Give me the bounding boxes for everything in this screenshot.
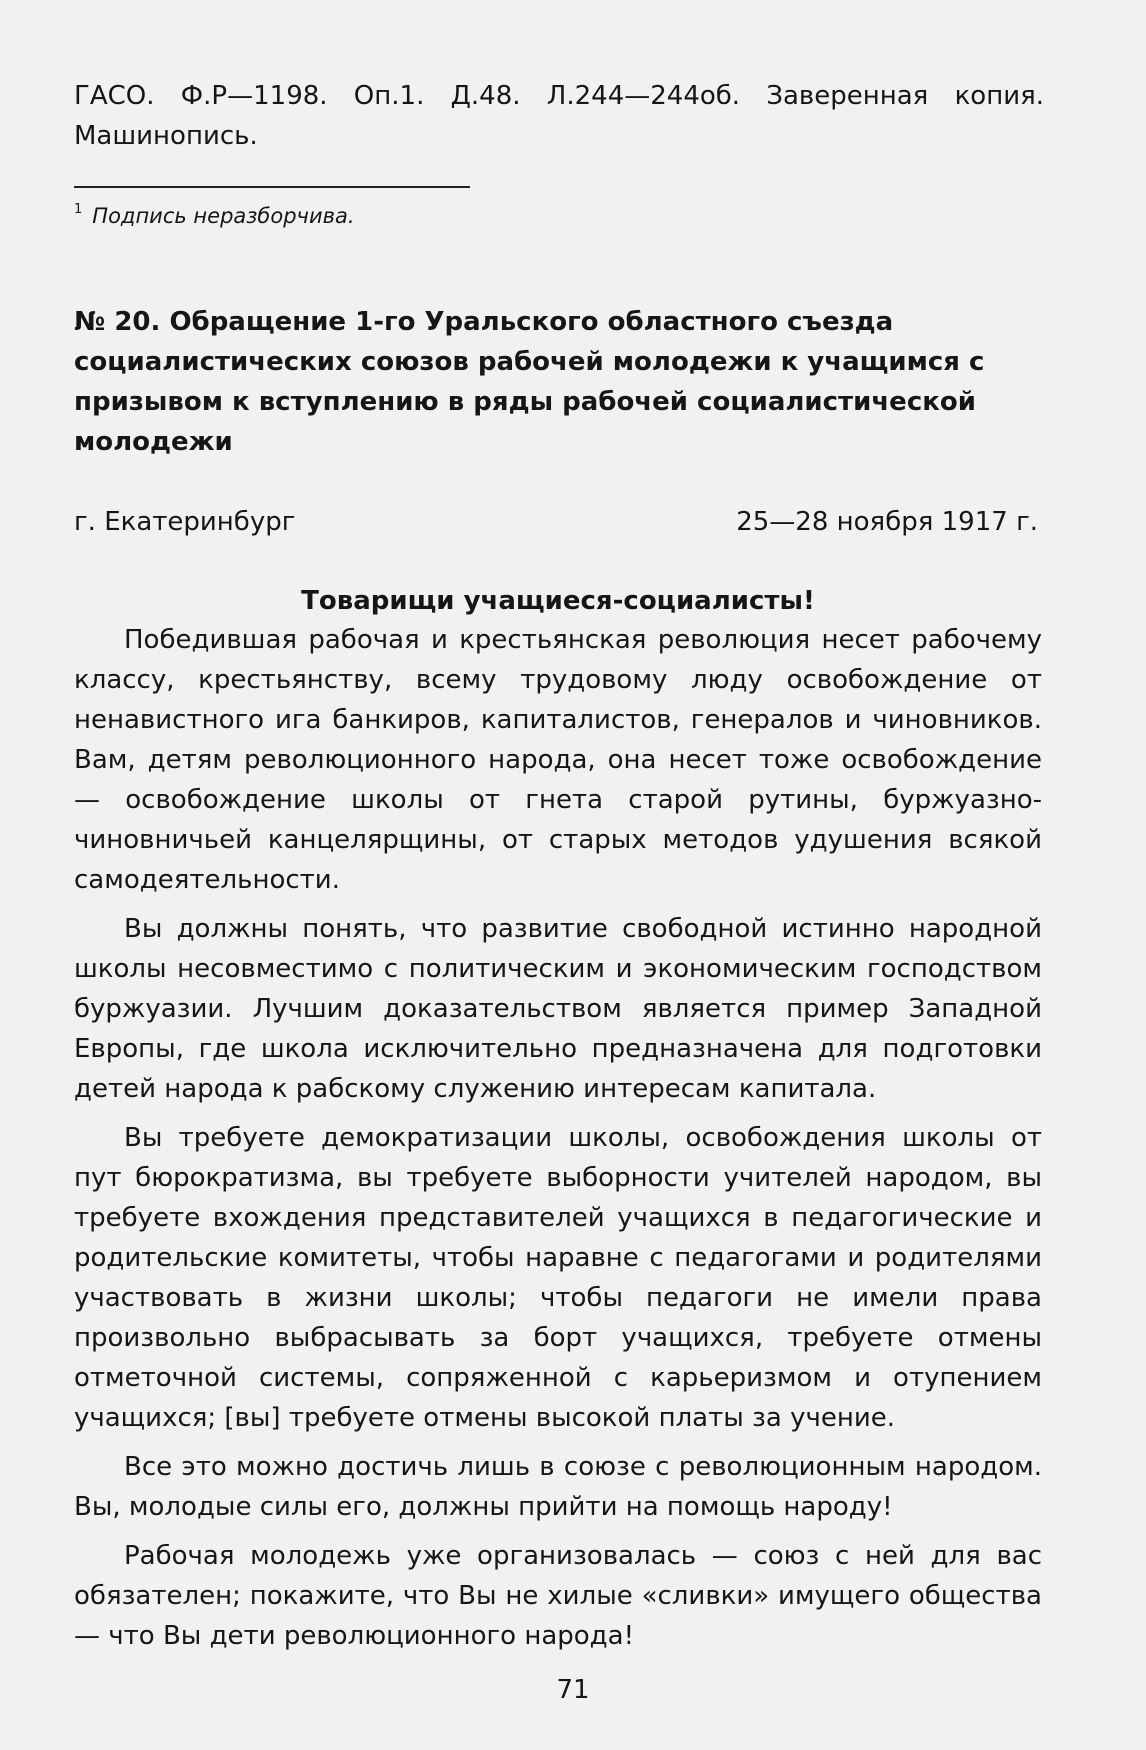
footnote [74, 194, 774, 232]
document-title: № 20. Обращение 1-го Уральского областного съезда социалистических союзов рабочей молодежи к учащимся с призывом к вступлению в ряды рабочей социалистической молодежи [74, 307, 985, 457]
document-date: 25—28 ноября 1917 г. [736, 507, 1038, 537]
page-number: 71 [556, 1675, 590, 1705]
body-paragraph: Рабочая молодежь уже организовалась — союз с ней для вас обязателен; покажите, что Вы не хилые «сливки» имущего общества — что Вы дети революционного народа! [74, 1541, 1042, 1651]
document-place: г. Екатеринбург [74, 507, 296, 537]
footnote-text: Подпись неразборчива. [92, 204, 355, 228]
body-paragraph: Все это можно достичь лишь в союзе с революционным народом. Вы, молодые силы его, должны прийти на помощь народу! [74, 1452, 1042, 1522]
archive-source-note: ГАСО. Ф.Р—1198. Оп.1. Д.48. Л.244—244об. Заверенная копия. Машинопись. [74, 81, 1044, 151]
footnote-marker: 1 [74, 202, 83, 217]
salutation: Товарищи учащиеся-социалисты! [301, 586, 815, 616]
body-paragraph: Вы требуете демократизации школы, освобождения школы от пут бюрократизма, вы требуете выборности учителей народом, вы требуете вхождения представителей учащихся в педагогические и родительские комитеты, чтобы наравне с педагогами и родителями участвовать в жизни школы; чтобы педагоги не имели права произвольно выбрасывать за борт учащихся, требуете отмены отметочной системы, сопряженной с карьеризмом и отупением учащихся; [вы] требуете отмены высокой платы за учение. [74, 1123, 1042, 1433]
body-paragraph: Победившая рабочая и крестьянская революция несет рабочему классу, крестьянству, всему трудовому люду освобождение от ненавистного ига банкиров, капиталистов, генералов и чиновников. Вам, детям революционного народа, она несет тоже освобождение — освобождение школы от гнета старой рутины, буржуазно-чиновничьей канцелярщины, от старых методов удушения всякой самодеятельности. [74, 625, 1042, 895]
document-body [74, 620, 1042, 1665]
body-paragraph: Вы должны понять, что развитие свободной истинно народной школы несовместимо с политическим и экономическим господством буржуазии. Лучшим доказательством является пример Западной Европы, где школа исключительно предназначена для подготовки детей народа к рабскому служению интересам капитала. [74, 914, 1042, 1104]
footnote-divider [74, 186, 470, 188]
